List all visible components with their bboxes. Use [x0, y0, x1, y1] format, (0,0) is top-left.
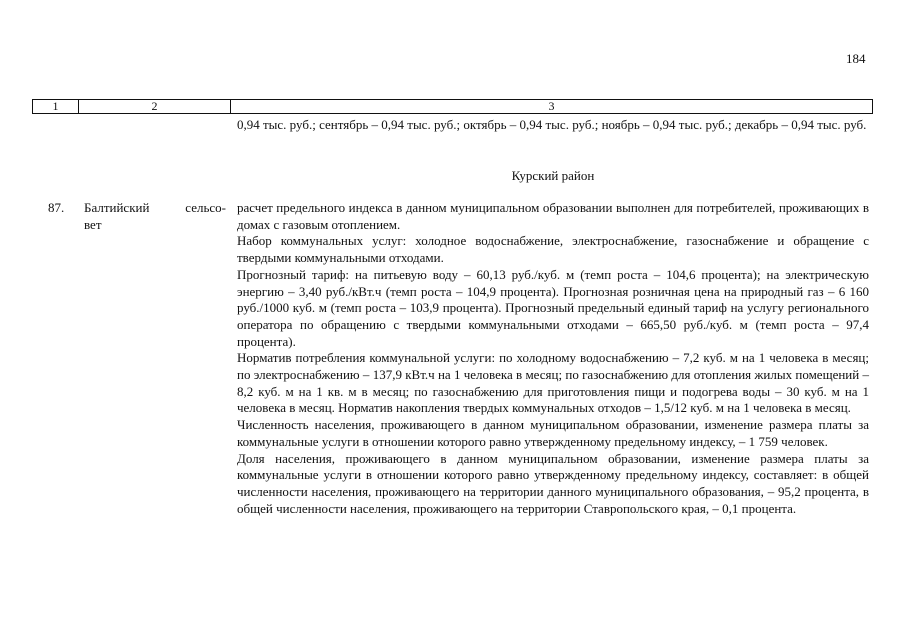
- column-header-1: 1: [33, 100, 79, 113]
- column-header-row: [32, 99, 873, 114]
- paragraph-forecast-tariff: Прогнозный тариф: на питьевую воду – 60,13 руб./куб. м (темп роста – 104,6 процента); на электрическую энергию – 3,40 руб./кВт.ч (темп роста – 104,9 процента). Прогнозная розничная цена на природный газ – 6 160 руб./1000 куб. м (темп роста – 103,9 процента). Прогнозный предельный единый тариф на услугу регионального оператора по обращению с твердыми коммунальными отходами – 665,50 руб./куб. м (темп роста – 97,4 процента).: [237, 266, 869, 349]
- paragraph-population-count: Численность населения, проживающего в данном муниципальном образовании, изменение размера платы за коммунальные услуги в отношении которого равно утвержденному предельному индексу, – 1 759 человек.: [237, 417, 869, 449]
- row-number: 87.: [48, 200, 65, 215]
- row-description: [237, 200, 869, 517]
- carry-over-text: [237, 117, 869, 134]
- paragraph-service-set: Набор коммунальных услуг: холодное водоснабжение, электроснабжение, газоснабжение и обращение с твердыми коммунальными отходами.: [237, 233, 869, 266]
- carry-over-paragraph: 0,94 тыс. руб.; сентябрь – 0,94 тыс. руб.; октябрь – 0,94 тыс. руб.; ноябрь – 0,94 тыс. руб.; декабрь – 0,94 тыс. руб.: [237, 117, 867, 132]
- paragraph-calculation-note: расчет предельного индекса в данном муниципальном образовании выполнен для потребителей, проживающих в домах с газовым отоплением.: [237, 200, 869, 232]
- district-title: Курский район: [511, 168, 595, 183]
- column-header-2: 2: [79, 100, 231, 113]
- page-number: 184: [846, 51, 866, 66]
- municipality-name-line-2: вет: [84, 216, 102, 232]
- paragraph-consumption-norm: Норматив потребления коммунальной услуги: по холодному водоснабжению – 7,2 куб. м на 1 человека в месяц; по электроснабжению – 137,9 кВт.ч на 1 человека в месяц; по газоснабжению для отопления жилых помещений – 8,2 куб. м на 1 кв. м в месяц; по газоснабжению для приготовления пищи и подогрева воды – 30 куб. м на 1 человека в месяц. Норматив накопления твердых коммунальных отходов – 1,5/12 куб. м на 1 человека в месяц.: [237, 350, 869, 416]
- municipality-name: [84, 200, 226, 233]
- column-header-3: 3: [548, 99, 555, 113]
- paragraph-population-share: Доля населения, проживающего в данном муниципальном образовании, изменение размера платы за коммунальные услуги в отношении которого равно утвержденному предельному индексу, составляет: в общей численности населения, проживающего на территории данного муниципального образования, – 95,2 процента, в общей численности населения, проживающего на территории Ставропольского края, – 0,1 процента.: [237, 450, 869, 516]
- municipality-name-line-1: Балтийский сельсо-: [84, 200, 226, 215]
